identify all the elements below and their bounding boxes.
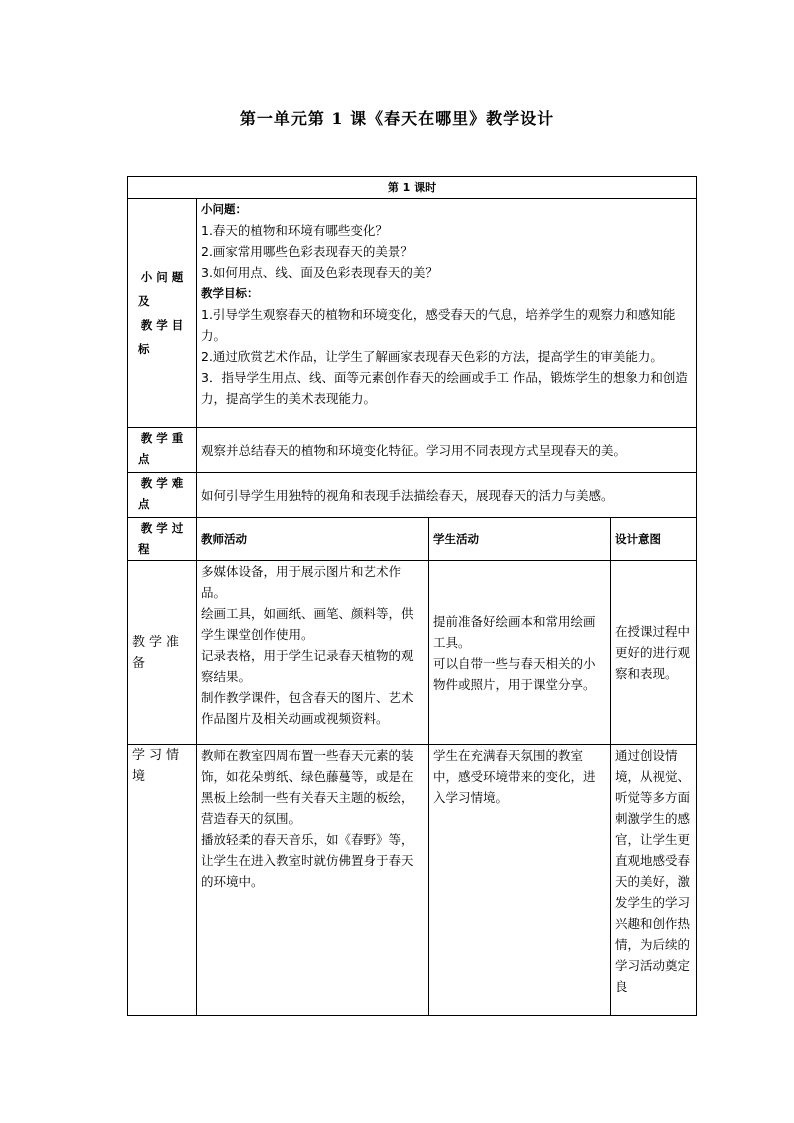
preparation-teacher-item: 制作教学课件，包含春天的图片、艺术作品图片及相关动画或视频资料。 xyxy=(201,690,414,726)
goal-item: 1.引导学生观察春天的植物和环境变化，感受春天的气息，培养学生的观察力和感知能力。 xyxy=(201,307,676,343)
student-activity-header: 学生活动 xyxy=(429,518,611,561)
situation-label: 学习情境 xyxy=(128,745,197,1016)
difficulties-text: 如何引导学生用独特的视角和表现手法描绘春天，展现春天的活力与美感。 xyxy=(197,473,697,518)
situation-intent: 通过创设情境，从视觉、听觉等多方面刺激学生的感官，让学生更直观地感受春天的美好，激发学生的学习兴趣和创作热情，为后续的学习活动奠定良 xyxy=(611,745,697,1016)
preparation-student xyxy=(429,561,611,745)
design-intent-header: 设计意图 xyxy=(611,518,697,561)
preparation-teacher-item: 多媒体设备，用于展示图片和艺术作品。 xyxy=(201,564,402,600)
key-points-label xyxy=(128,428,197,473)
preparation-student-item: 提前准备好绘画本和常用绘画工具。 xyxy=(433,613,596,650)
situation-student-item: 学生在充满春天氛围的教室中，感受环境带来的变化，进入学习情境。 xyxy=(433,748,596,805)
process-header-row xyxy=(128,518,697,561)
question-item: 2.画家常用哪些色彩表现春天的美景？ xyxy=(201,244,413,259)
preparation-student-item: 可以自带一些与春天相关的小物件或照片，用于课堂分享。 xyxy=(433,655,596,692)
objectives-row xyxy=(128,199,697,428)
question-item: 1.春天的植物和环境有哪些变化？ xyxy=(201,223,388,238)
difficulties-label-line: 点 xyxy=(138,497,150,511)
questions-heading: 小问题： xyxy=(201,202,247,216)
objectives-label-line: 小 问 题 xyxy=(140,270,184,284)
key-points-label-line: 点 xyxy=(138,452,150,466)
lesson-plan-table xyxy=(127,176,697,1016)
situation-teacher xyxy=(197,745,429,1016)
objectives-label-line: 标 xyxy=(138,342,150,356)
difficulties-label-line: 教 学 难 xyxy=(140,476,184,490)
process-label-line: 教 学 过 xyxy=(140,521,184,535)
preparation-label: 教学准备 xyxy=(128,561,197,745)
key-points-row xyxy=(128,428,697,473)
situation-teacher-item: 教师在教室四周布置一些春天元素的装饰，如花朵剪纸、绿色藤蔓等，或是在黑板上绘制一些有关春天主题的板绘，营造春天的氛围。 xyxy=(201,748,414,826)
difficulties-label xyxy=(128,473,197,518)
question-item: 3.如何用点、线、面及色彩表现春天的美？ xyxy=(201,265,438,280)
page-title: 第一单元第 1 课《春天在哪里》教学设计 xyxy=(239,109,555,128)
difficulties-row xyxy=(128,473,697,518)
process-label-line: 程 xyxy=(138,542,150,556)
objectives-content xyxy=(197,199,697,428)
preparation-intent: 在授课过程中更好的进行观察和表现。 xyxy=(611,561,697,745)
objectives-label xyxy=(128,199,197,428)
goal-item: 3．指导学生用点、线、面等元素创作春天的绘画或手工 作品，锻炼学生的想象力和创造力，提高学生的美术表现能力。 xyxy=(201,370,688,406)
session-label: 第 1 课时 xyxy=(128,177,697,199)
situation-row xyxy=(128,745,697,1016)
situation-student xyxy=(429,745,611,1016)
preparation-row xyxy=(128,561,697,745)
teacher-activity-header: 教师活动 xyxy=(197,518,429,561)
key-points-text: 观察并总结春天的植物和环境变化特征。学习用不同表现方式呈现春天的美。 xyxy=(197,428,697,473)
preparation-teacher-item: 记录表格，用于学生记录春天植物的观察结果。 xyxy=(201,648,414,684)
key-points-label-line: 教 学 重 xyxy=(140,431,184,445)
goals-heading: 教学目标： xyxy=(201,286,259,300)
preparation-teacher-item: 绘画工具，如画纸、画笔、颜料等，供学生课堂创作使用。 xyxy=(201,606,414,642)
objectives-label-line: 教 学 目 xyxy=(140,318,184,332)
goal-item: 2.通过欣赏艺术作品，让学生了解画家表现春天色彩的方法，提高学生的审美能力。 xyxy=(201,349,663,364)
situation-teacher-item: 播放轻柔的春天音乐，如《春野》等，让学生在进入教室时就仿佛置身于春天的环境中。 xyxy=(201,832,414,889)
objectives-label-line: 及 xyxy=(138,294,150,308)
session-row xyxy=(128,177,697,199)
process-label xyxy=(128,518,197,561)
preparation-teacher xyxy=(197,561,429,745)
